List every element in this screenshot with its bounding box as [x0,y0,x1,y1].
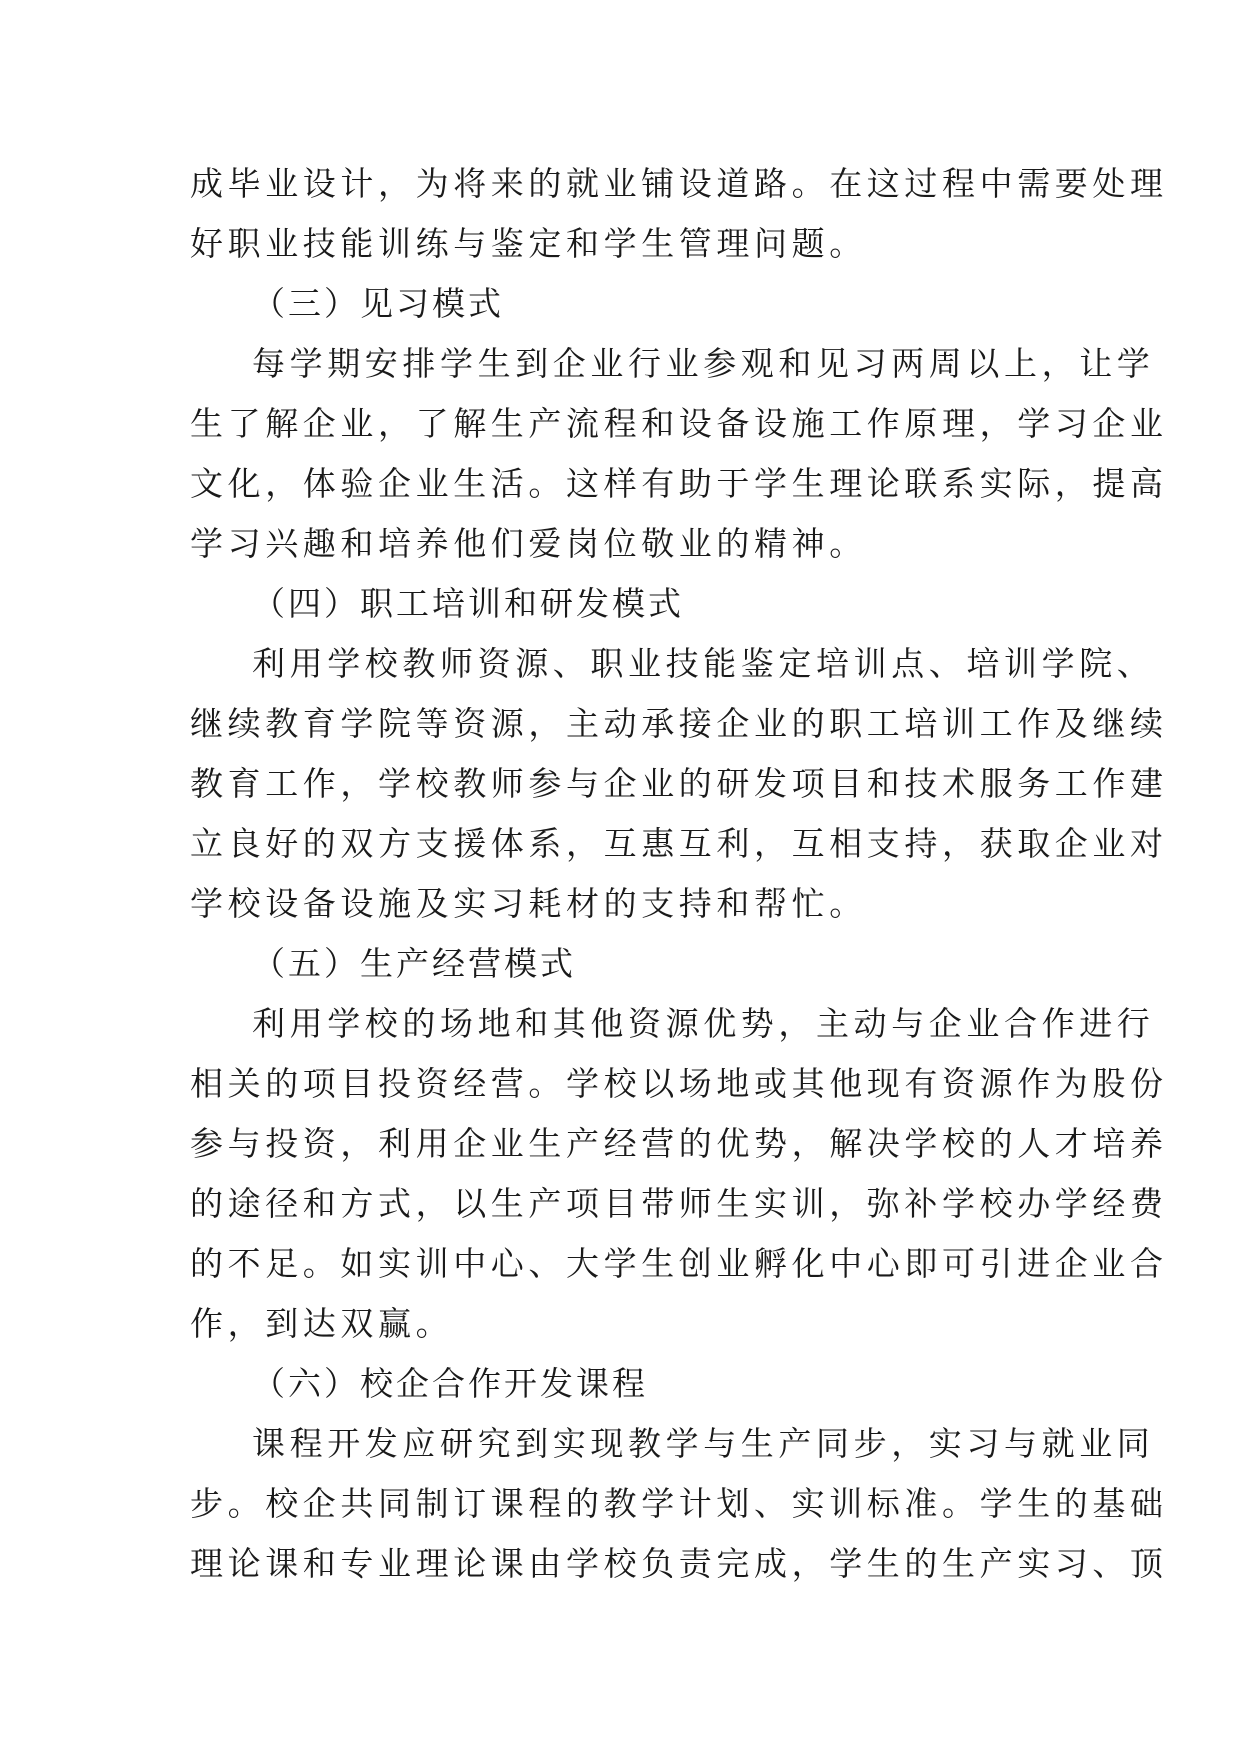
body-text-line: 参与投资，利用企业生产经营的优势，解决学校的人才培养 [190,1124,1168,1163]
body-text-line: 成毕业设计，为将来的就业铺设道路。在这过程中需要处理 [190,164,1168,203]
body-text-line: 的不足。如实训中心、大学生创业孵化中心即可引进企业合 [190,1244,1168,1283]
body-text-line: 课程开发应研究到实现教学与生产同步，实习与就业同 [252,1424,1155,1463]
body-text-line: 教育工作，学校教师参与企业的研发项目和技术服务工作建 [190,764,1168,803]
body-text-line: 文化，体验企业生活。这样有助于学生理论联系实际，提高 [190,464,1168,503]
body-text-line: 利用学校的场地和其他资源优势，主动与企业合作进行 [252,1004,1155,1043]
body-text-line: 相关的项目投资经营。学校以场地或其他现有资源作为股份 [190,1064,1168,1103]
body-text-line: 学校设备设施及实习耗材的支持和帮忙。 [190,884,867,923]
body-text-line: 利用学校教师资源、职业技能鉴定培训点、培训学院、 [252,644,1155,683]
section-heading-5: （五）生产经营模式 [252,944,576,983]
body-text-line: 立良好的双方支援体系，互惠互利，互相支持，获取企业对 [190,824,1168,863]
body-text-line: 学习兴趣和培养他们爱岗位敬业的精神。 [190,524,867,563]
section-heading-6: （六）校企合作开发课程 [252,1364,648,1403]
body-text-line: 步。校企共同制订课程的教学计划、实训标准。学生的基础 [190,1484,1168,1523]
body-text-line: 的途径和方式，以生产项目带师生实训，弥补学校办学经费 [190,1184,1168,1223]
section-heading-4: （四）职工培训和研发模式 [252,584,684,623]
body-text-line: 每学期安排学生到企业行业参观和见习两周以上，让学 [252,344,1155,383]
body-text-line: 作，到达双赢。 [190,1304,454,1343]
body-text-line: 继续教育学院等资源，主动承接企业的职工培训工作及继续 [190,704,1168,743]
body-text-line: 好职业技能训练与鉴定和学生管理问题。 [190,224,867,263]
section-heading-3: （三）见习模式 [252,284,504,323]
body-text-line: 生了解企业，了解生产流程和设备设施工作原理，学习企业 [190,404,1168,443]
body-text-line: 理论课和专业理论课由学校负责完成，学生的生产实习、顶 [190,1544,1168,1583]
